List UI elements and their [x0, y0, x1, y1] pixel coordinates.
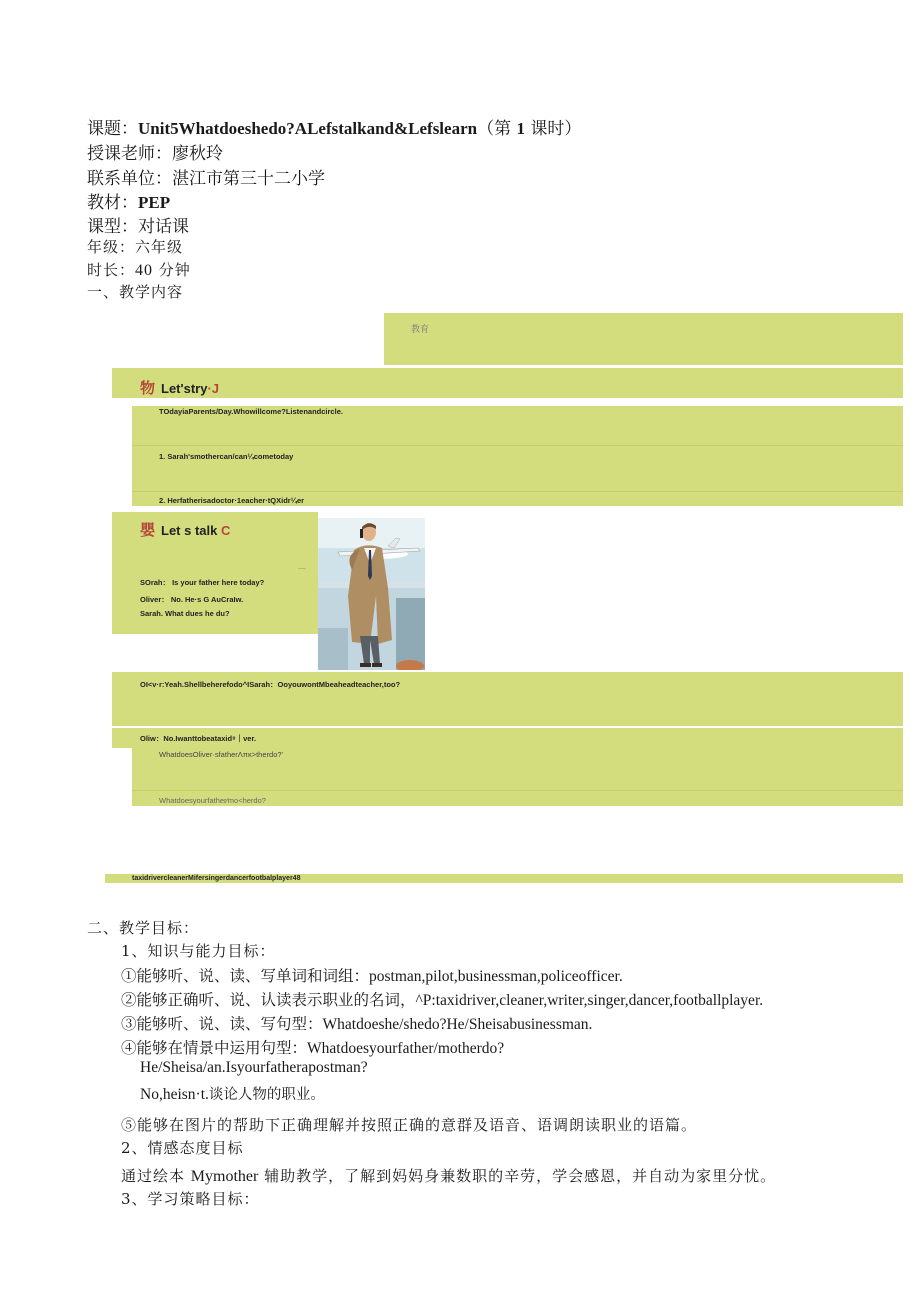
- try-header-panel: [112, 368, 903, 398]
- objective-knowledge-title: 1、知识与能力目标：: [121, 942, 276, 960]
- topic-line: [87, 114, 581, 139]
- question-2: Whatdoesyourfather∕mo<herdo?: [159, 796, 266, 805]
- dialog-line-2: Oliver： No. He·s G AuCraIw.: [140, 595, 244, 604]
- edu-label: 教育: [411, 324, 430, 334]
- lets-try-title: Let'stry: [161, 381, 208, 396]
- objective-item-3-cn: ③能够听、说、读、写句型：: [121, 1015, 323, 1033]
- objective-item-4: [121, 1036, 504, 1058]
- dialog-line-oliver-1: OI<v·r:Yeah.Shellbeherefodo^ISarah：OoyouwontMbeaheadteacher,too?: [140, 680, 401, 689]
- objective-item-4-en: Whatdoesyourfather/motherdo?: [307, 1040, 505, 1057]
- word-strip-text: taxidrivercleanerMifersingerdancerfootbalplayer48: [132, 875, 301, 882]
- lets-talk-heading: [140, 519, 230, 540]
- teacher-name: 廖秋玲: [172, 144, 223, 164]
- type-label: 课型：: [87, 217, 138, 237]
- emotion-text-b: 辅助教学，了解到妈妈身兼数职的辛劳，学会感恩，并自动为家里分忧。: [258, 1167, 777, 1185]
- section-title-objectives: 二、教学目标：: [87, 919, 200, 937]
- question-1: WhatdoesOliver·sfatherΛπκ>therdo?': [159, 750, 283, 759]
- try-rule: [132, 491, 903, 492]
- topic-value: Unit5Whatdoeshedo?ALefstalkand&Lefslearn: [138, 119, 478, 138]
- objective-item-1-en: postman,pilot,businessman,policeofficer.: [369, 968, 623, 985]
- topic-suffix: （第: [477, 119, 517, 139]
- textbook-line: [87, 188, 170, 213]
- lesson-number: 1: [516, 119, 525, 138]
- teacher-label: 授课老师：: [87, 144, 172, 164]
- man-on-phone-illustration: [318, 518, 425, 670]
- lets-try-heading: [140, 377, 219, 398]
- try-instruction: TOdayiaParents/Day.Whowillcome?Listenandcircle.: [159, 407, 343, 416]
- edu-panel: [384, 313, 903, 365]
- objective-item-3: [121, 1012, 592, 1034]
- section-title-content: 一、教学内容: [87, 283, 184, 301]
- try-rule: [132, 445, 903, 446]
- objective-emotion-text: [121, 1165, 776, 1186]
- unit-value: 湛江市第三十二小学: [172, 169, 325, 189]
- textbook-value: PEP: [138, 193, 171, 212]
- type-value: 对话课: [138, 217, 189, 237]
- objective-item-2: [121, 988, 763, 1010]
- dialog-line-3: Sarah. What dues he du?: [140, 609, 230, 618]
- textbook-label: 教材：: [87, 193, 138, 213]
- objective-item-5: ⑤能够在图片的帮助下正确理解并按照正确的意群及语音、语调朗读职业的语篇。: [121, 1116, 698, 1134]
- teacher-line: [87, 139, 223, 164]
- duration-line: [87, 259, 191, 280]
- objective-item-4-line-3: [140, 1083, 325, 1104]
- lets-talk-accent: C: [221, 523, 231, 538]
- unit-label: 联系单位：: [87, 169, 172, 189]
- lets-try-icon: 物: [140, 380, 156, 397]
- objective-strategy-title: 3、学习策略目标：: [121, 1190, 260, 1208]
- objective-item-4-cn: ④能够在情景中运用句型：: [121, 1039, 308, 1057]
- duration-unit: 分钟: [153, 261, 191, 279]
- objective-item-2-cn: ②能够正确听、说、认读表示职业的名词，: [121, 991, 416, 1009]
- try-item-2: 2. Herfatherisadoctor·1eacher·tQXidr¼er: [159, 496, 305, 505]
- topic-suffix-end: 课时）: [525, 119, 582, 139]
- lets-talk-title: Let s talk: [161, 523, 218, 538]
- topic-label: 课题：: [87, 119, 138, 139]
- grade-line: 年级：六年级: [87, 238, 184, 256]
- dialog-line-1: SOrah： Is your father here today?: [140, 578, 265, 587]
- objective-emotion-title: 2、情感态度目标: [121, 1139, 244, 1157]
- dash-mark: —: [298, 563, 306, 572]
- objective-item-1: [121, 964, 623, 986]
- objective-item-4-line-3-en: No,heisn·t.: [140, 1086, 209, 1103]
- emotion-book-title: Mymother: [190, 1168, 259, 1185]
- lets-try-accent: ·J: [207, 381, 220, 396]
- objective-item-3-en: Whatdoeshe/shedo?He/Sheisabusinessman.: [322, 1016, 593, 1033]
- lets-talk-icon: 嬰: [140, 522, 156, 539]
- objective-item-4-line-3-cn: 谈论人物的职业。: [208, 1087, 325, 1103]
- objective-item-1-cn: ①能够听、说、读、写单词和词组：: [121, 967, 370, 985]
- dialog-line-oliver-2: Oliw：No.Iwanttobeataxid⁸｜ver.: [140, 734, 257, 743]
- duration-label: 时长：: [87, 261, 136, 279]
- objective-item-2-en: ^P:taxidriver,cleaner,writer,singer,dancer,footballplayer.: [415, 992, 764, 1009]
- unit-line: [87, 164, 325, 189]
- question-rule: [132, 790, 903, 791]
- lesson-type-line: [87, 212, 189, 237]
- duration-value: 40: [135, 262, 154, 279]
- try-item-1: 1. Sarah'smothercan/can¼cometoday: [159, 452, 294, 461]
- objective-item-4-line-2: He/Sheisa/an.Isyourfatherapostman?: [140, 1059, 368, 1076]
- emotion-text-a: 通过绘本: [121, 1167, 191, 1185]
